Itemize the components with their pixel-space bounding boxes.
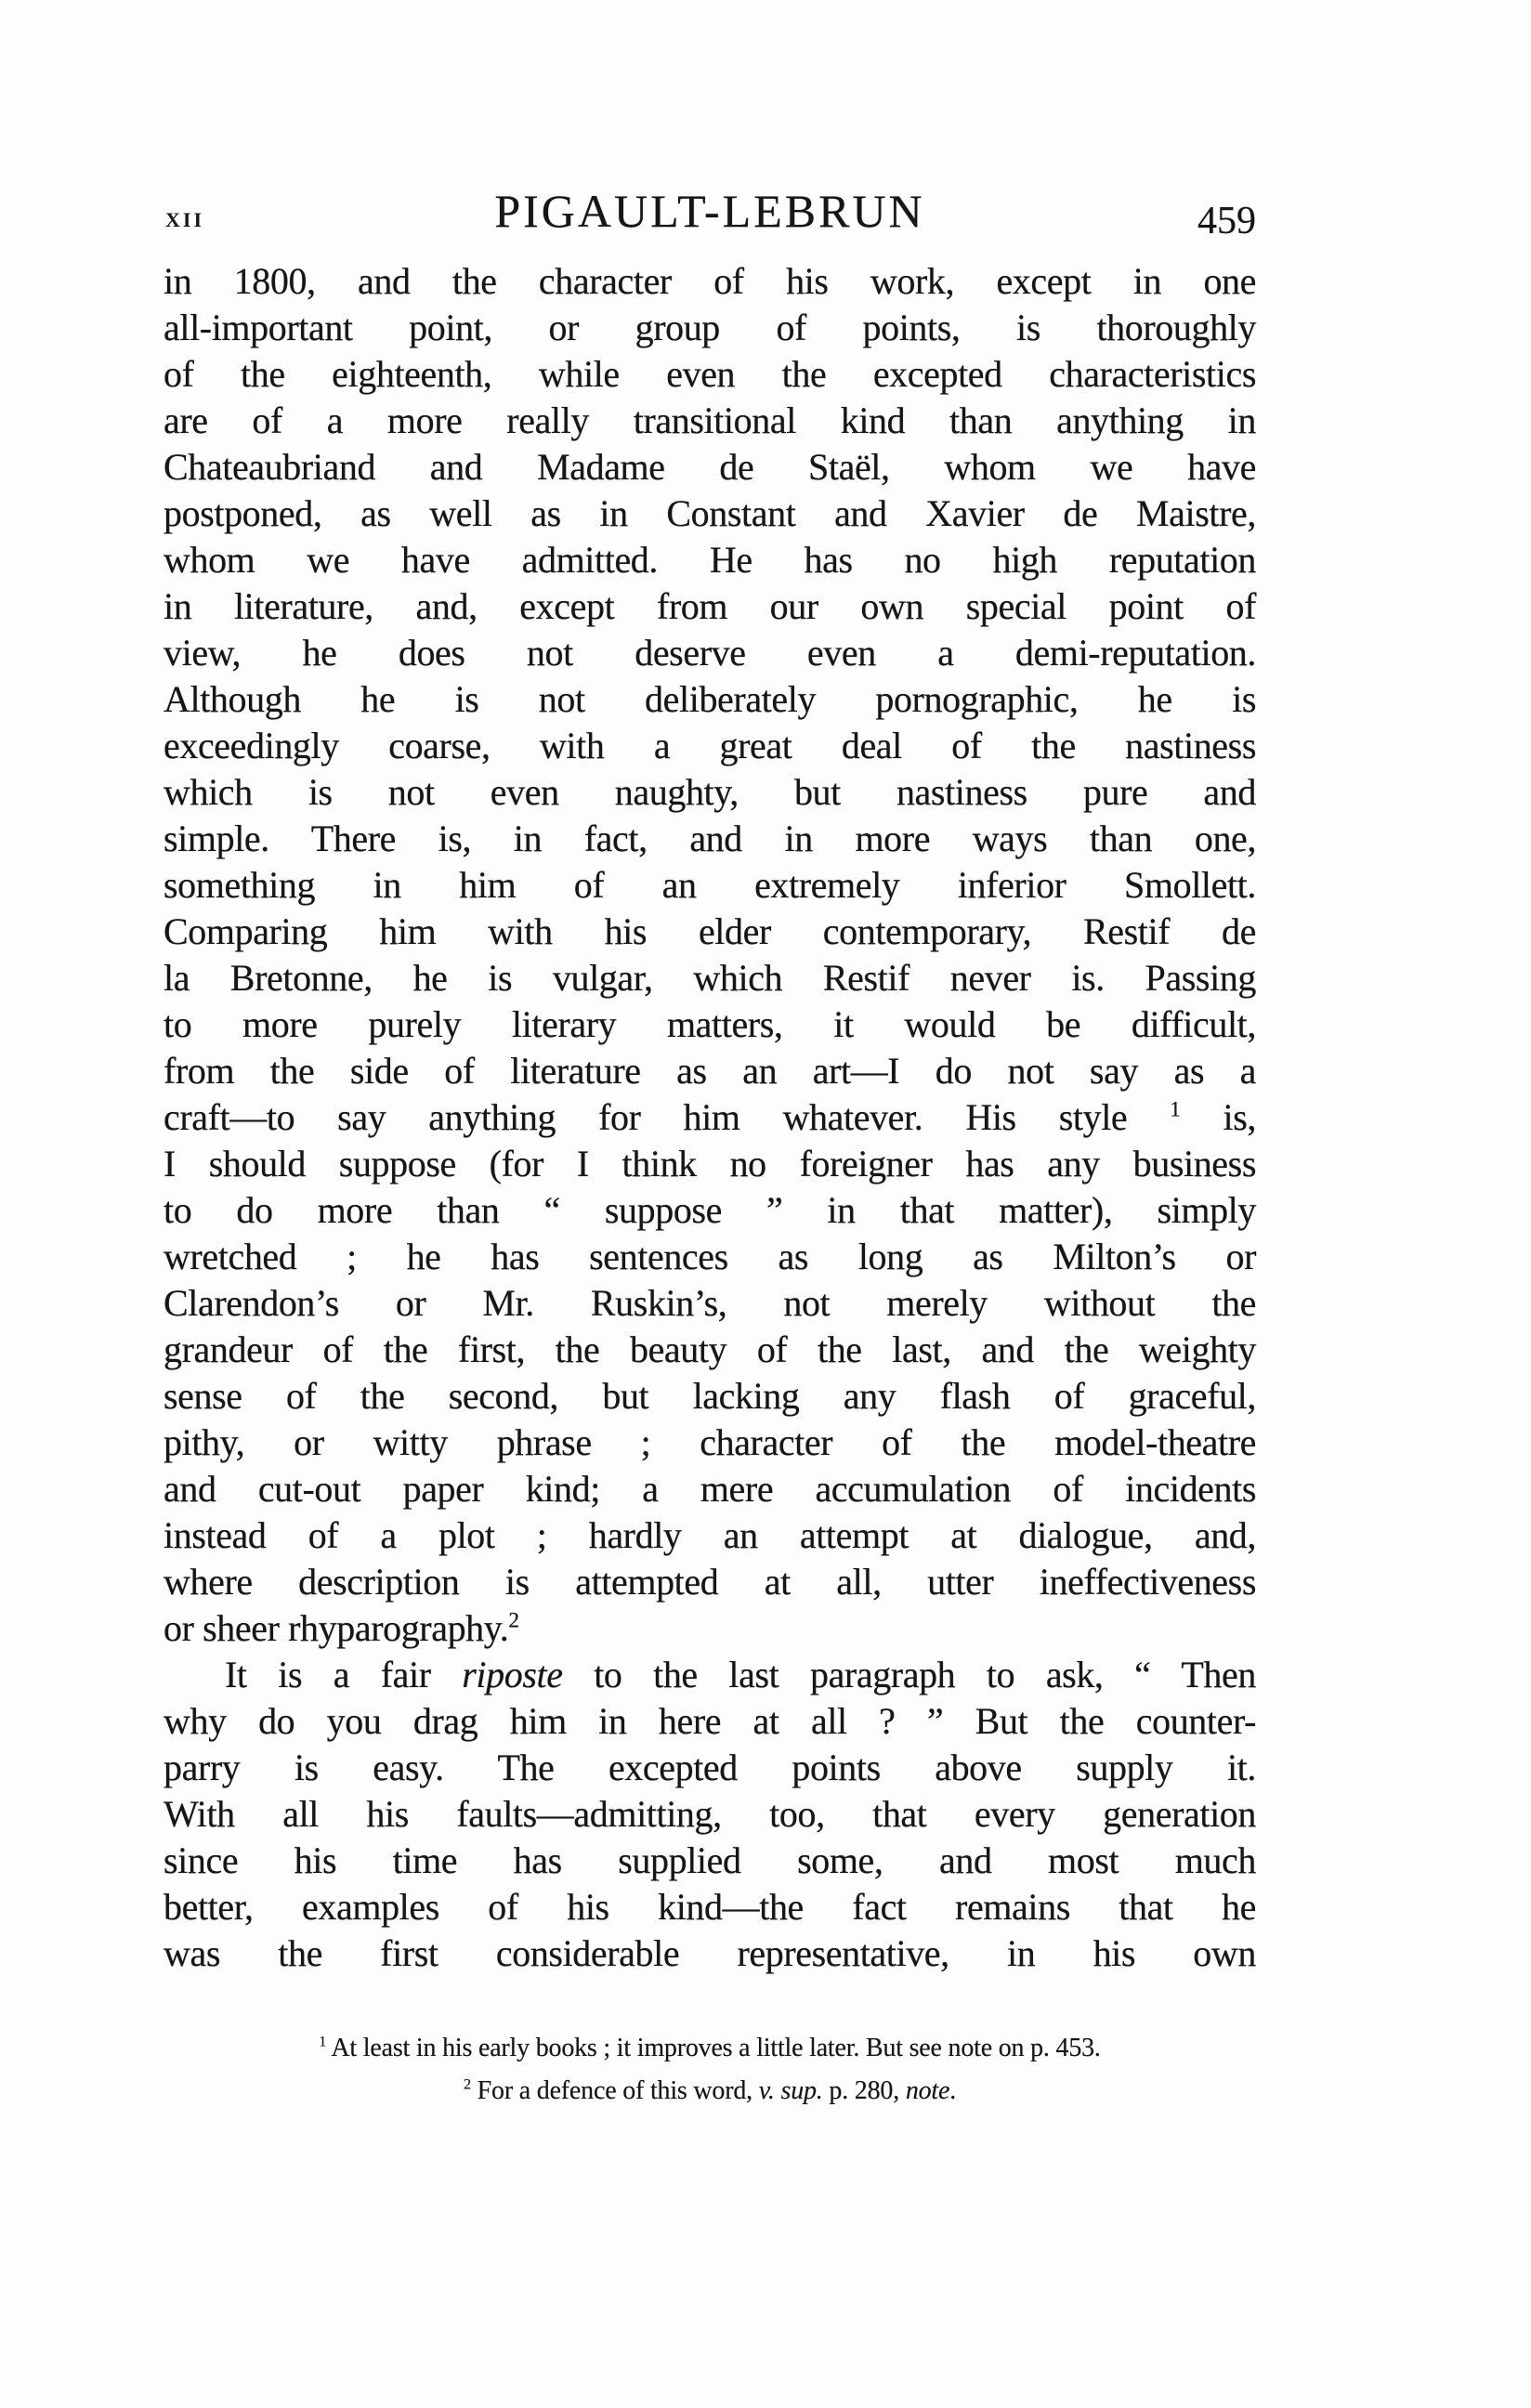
- text-block: [164, 258, 1256, 1977]
- text-line: simple. There is, in fact, and in more ways than one,: [164, 818, 1256, 859]
- text-line: I should suppose (for I think no foreigner has any business: [164, 1143, 1256, 1184]
- running-header: [164, 186, 1256, 251]
- text-line: With all his faults—admitting, too, that every generation: [164, 1793, 1256, 1835]
- text-line: pithy, or witty phrase ; character of the model-theatre: [164, 1421, 1256, 1463]
- page-number: 459: [1197, 200, 1256, 242]
- text-line: of the eighteenth, while even the excepted characteristics: [164, 353, 1256, 395]
- emphasized-text: riposte: [462, 1654, 563, 1695]
- text-line: postponed, as well as in Constant and Xavier de Maistre,: [164, 492, 1256, 534]
- emphasized-text: v. sup.: [758, 2076, 823, 2105]
- text-line: Chateaubriand and Madame de Staël, whom we have: [164, 446, 1256, 488]
- text-line: was the first considerable representative, in his own: [164, 1932, 1256, 1974]
- text-line: It is a fair riposte to the last paragraph to ask, “ Then: [225, 1654, 1256, 1695]
- text-line: or sheer rhyparography.$^2$: [164, 1607, 519, 1649]
- text-line: Comparing him with his elder contemporary, Restif de: [164, 910, 1256, 952]
- footnote-marker: 2: [508, 1608, 519, 1633]
- text-line: in 1800, and the character of his work, except in one: [164, 260, 1256, 302]
- text-line: in literature, and, except from our own special point of: [164, 585, 1256, 627]
- text-line: better, examples of his kind—the fact remains that he: [164, 1886, 1256, 1928]
- footnotes-block: [164, 2027, 1256, 2113]
- text-line: wretched ; he has sentences as long as Milton’s or: [164, 1236, 1256, 1277]
- text-line: something in him of an extremely inferior Smollett.: [164, 864, 1256, 906]
- text-line: instead of a plot ; hardly an attempt at dialogue, and,: [164, 1514, 1256, 1556]
- text-line: la Bretonne, he is vulgar, which Restif never is. Passing: [164, 957, 1256, 999]
- emphasized-text: note: [905, 2076, 950, 2105]
- text-line: craft—to say anything for him whatever. His style $^1$ is,: [164, 1096, 1256, 1138]
- footnote: $^2$ For a defence of this word, v. sup. p. 280, note.: [463, 2075, 957, 2105]
- text-line: exceedingly coarse, with a great deal of the nastiness: [164, 725, 1256, 766]
- text-line: whom we have admitted. He has no high reputation: [164, 539, 1256, 581]
- text-line: view, he does not deserve even a demi-reputation.: [164, 632, 1256, 674]
- footnote-marker: 2: [463, 2075, 471, 2093]
- text-line: are of a more really transitional kind than anything in: [164, 399, 1256, 441]
- text-line: where description is attempted at all, utter ineffectiveness: [164, 1561, 1256, 1603]
- text-line: which is not even naughty, but nastiness pure and: [164, 771, 1256, 813]
- text-line: Clarendon’s or Mr. Ruskin’s, not merely without the: [164, 1282, 1256, 1324]
- text-line: since his time has supplied some, and most much: [164, 1839, 1256, 1881]
- text-line: all-important point, or group of points, is thoroughly: [164, 307, 1256, 348]
- footnote-marker: 1: [1170, 1097, 1181, 1122]
- text-line: from the side of literature as an art—I do not say as a: [164, 1050, 1256, 1092]
- text-line: parry is easy. The excepted points above supply it.: [164, 1747, 1256, 1788]
- text-line: to more purely literary matters, it would be difficult,: [164, 1003, 1256, 1045]
- text-line: to do more than “ suppose ” in that matter), simply: [164, 1189, 1256, 1231]
- running-title: PIGAULT-LEBRUN: [494, 185, 925, 237]
- text-line: why do you drag him in here at all ? ” But the counter-: [164, 1700, 1256, 1742]
- chapter-numeral: XII: [165, 208, 205, 231]
- text-line: Although he is not deliberately pornographic, he is: [164, 678, 1256, 720]
- footnote: $^1$ At least in his early books ; it improves a little later. But see note on p. 453.: [319, 2033, 1101, 2062]
- text-line: sense of the second, but lacking any flash of graceful,: [164, 1375, 1256, 1417]
- text-line: grandeur of the first, the beauty of the last, and the weighty: [164, 1328, 1256, 1370]
- footnote-marker: 1: [319, 2033, 327, 2050]
- text-line: and cut-out paper kind; a mere accumulation of incidents: [164, 1468, 1256, 1510]
